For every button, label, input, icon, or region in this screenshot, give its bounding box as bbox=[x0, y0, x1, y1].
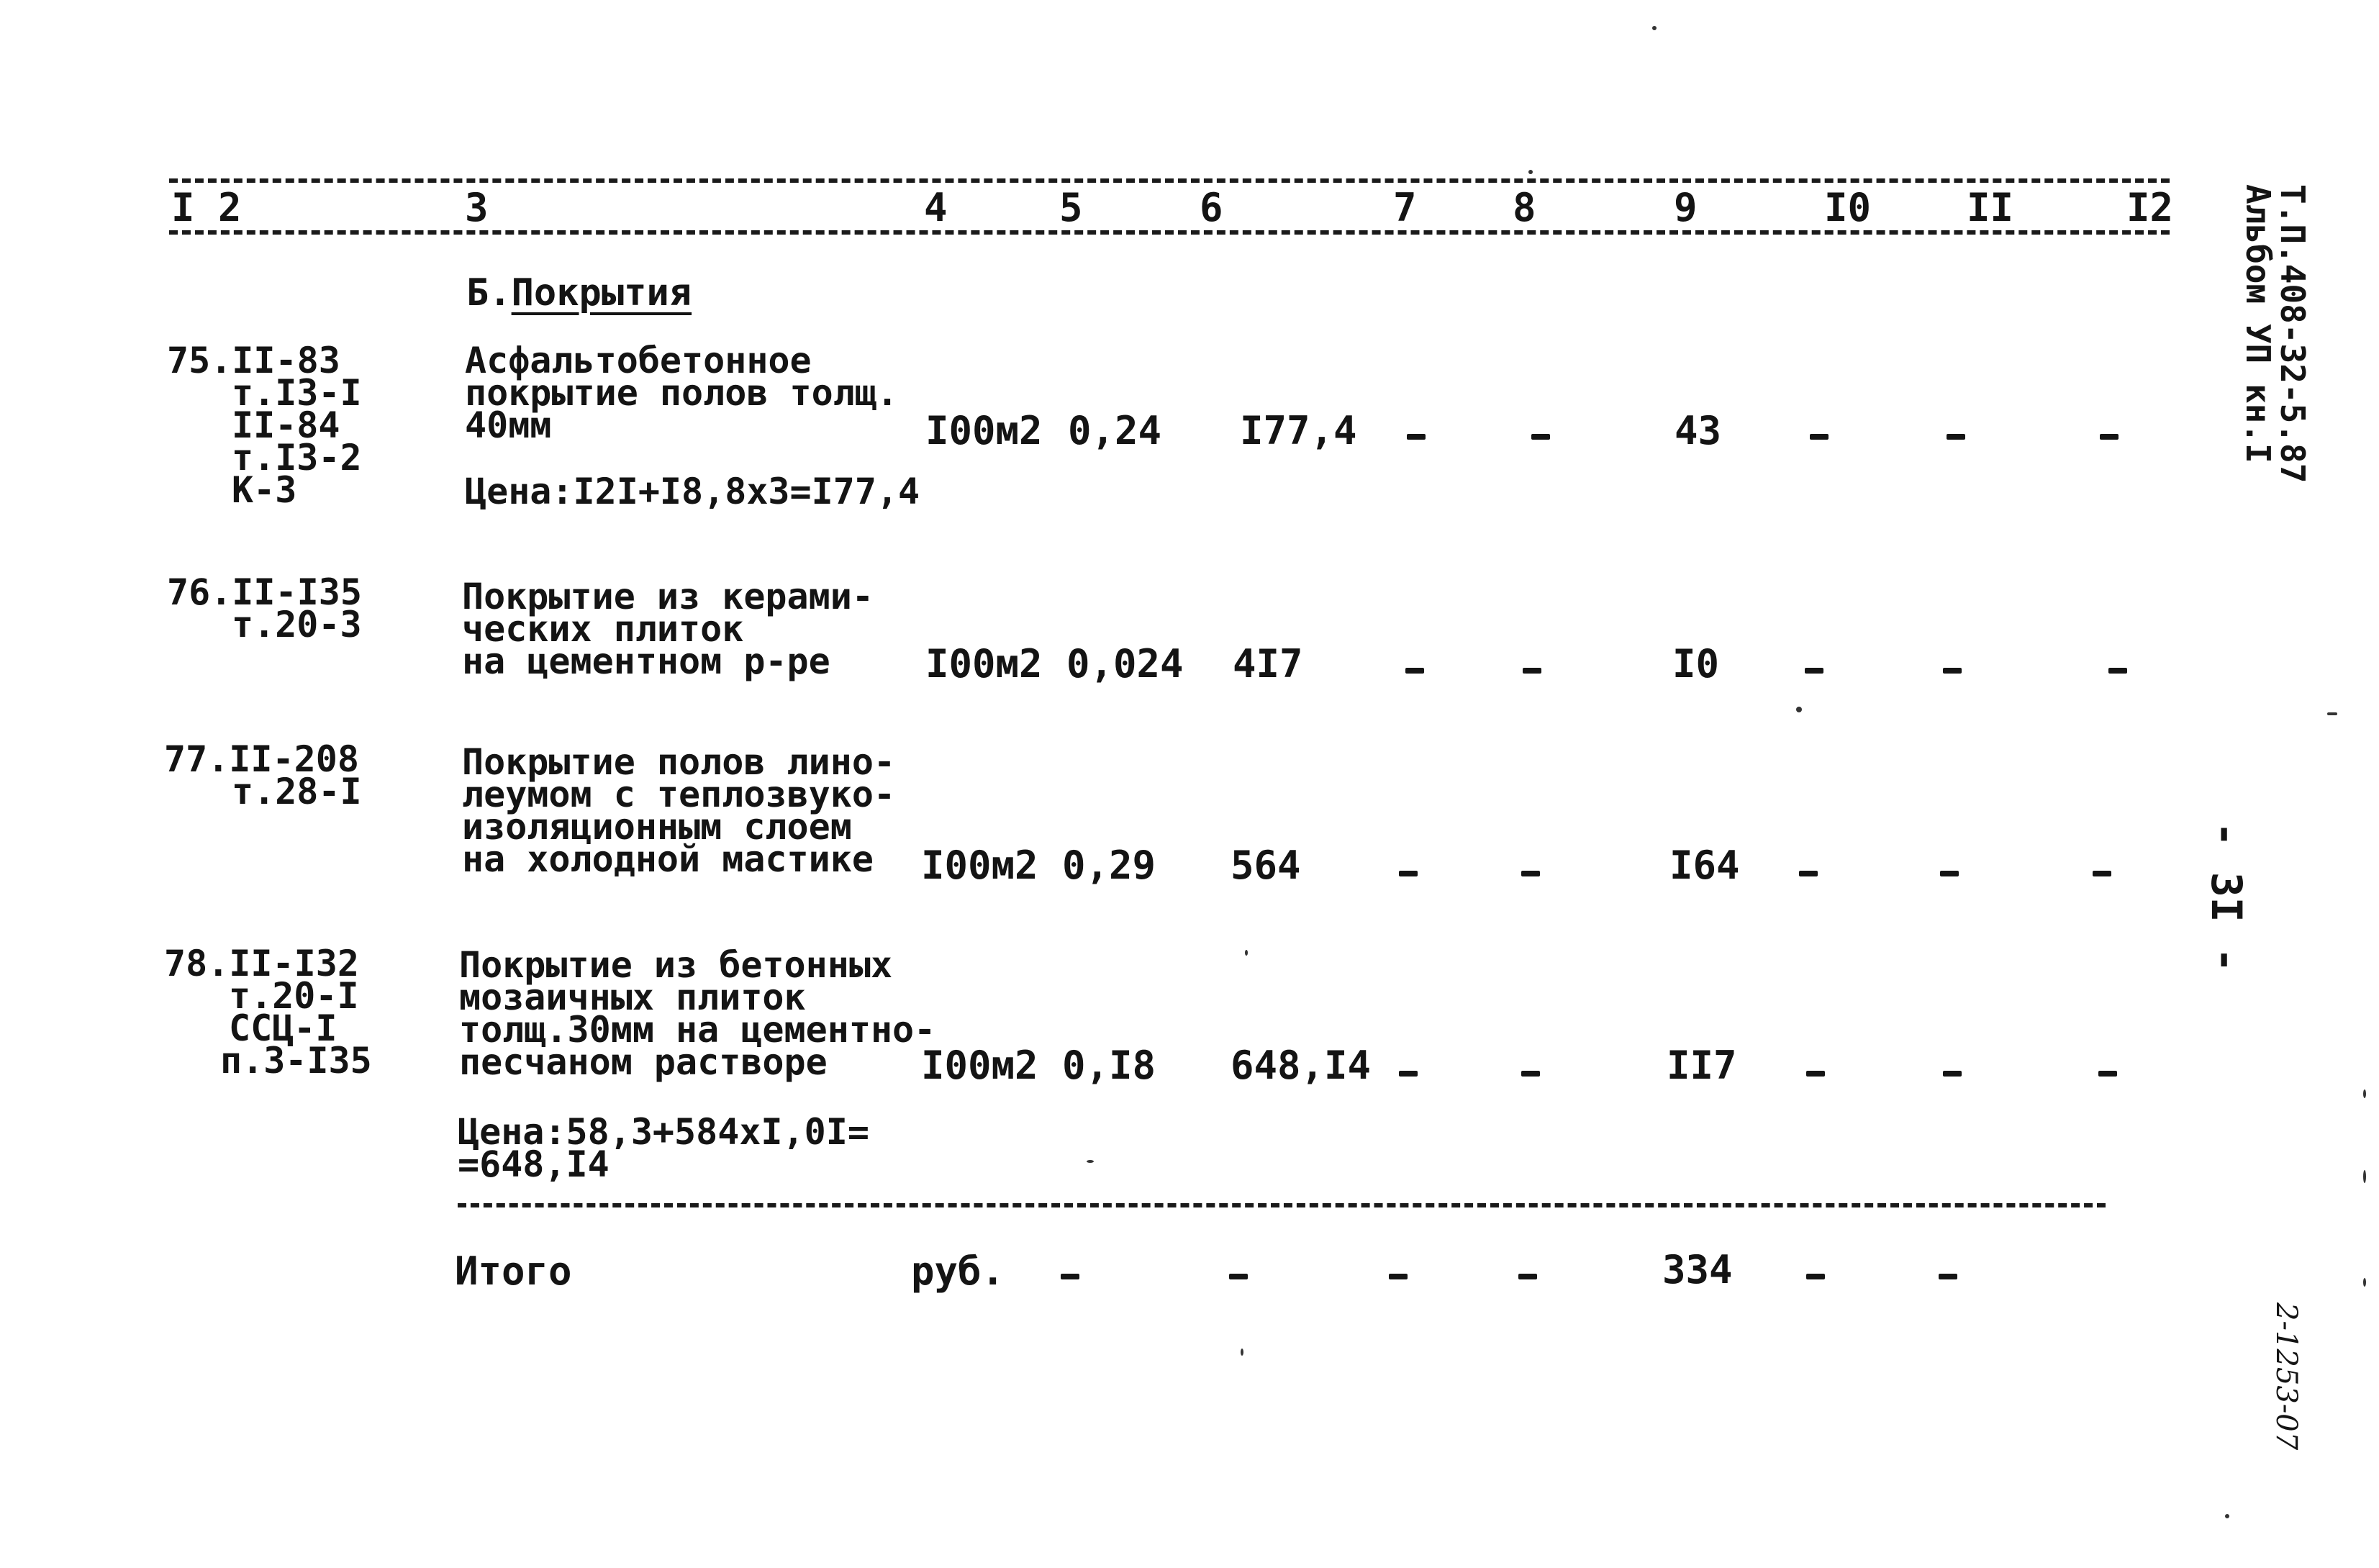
row-col9-value: II7 bbox=[1667, 1043, 1737, 1088]
row-code-line: т.20-I bbox=[229, 975, 359, 1017]
row-col9-value: I64 bbox=[1669, 843, 1740, 888]
page-number: - 3I - bbox=[2202, 822, 2251, 973]
total-col11-dash bbox=[1939, 1274, 1957, 1279]
row-col10-dash bbox=[1805, 668, 1823, 674]
row-description-line: на холодной мастике bbox=[462, 838, 874, 880]
scan-speck bbox=[2327, 712, 2337, 715]
row-col8-dash bbox=[1521, 871, 1540, 876]
scan-speck bbox=[1087, 1160, 1094, 1163]
row-col8-dash bbox=[1523, 668, 1541, 674]
row-col11-dash bbox=[1947, 434, 1965, 440]
scan-speck bbox=[2363, 1170, 2366, 1183]
row-price-note: =648,I4 bbox=[458, 1143, 610, 1185]
section-title-prefix: Б. bbox=[466, 271, 512, 314]
row-description-line: Покрытие из бетонных bbox=[459, 944, 893, 986]
row-description-line: Асфальтобетонное bbox=[465, 340, 812, 381]
row-unit-cost: 648,I4 bbox=[1231, 1043, 1372, 1088]
scan-speck bbox=[1241, 1349, 1243, 1356]
row-price-note: Цена:58,3+584хI,0I= bbox=[458, 1111, 869, 1153]
row-description-line: песчаном растворе bbox=[459, 1041, 828, 1083]
total-label: Итого bbox=[455, 1248, 572, 1294]
row-unit: I00м2 bbox=[921, 1043, 1038, 1088]
total-col10-dash bbox=[1806, 1274, 1825, 1279]
column-header-10: I0 bbox=[1824, 185, 1872, 230]
row-unit-cost: I77,4 bbox=[1240, 408, 1357, 453]
row-unit: I00м2 bbox=[925, 641, 1043, 686]
row-description-line: мозаичных плиток bbox=[459, 976, 806, 1018]
row-code-line: II-84 bbox=[232, 404, 340, 446]
column-header-7: 7 bbox=[1393, 185, 1417, 230]
row-code-line: 75.II-83 bbox=[167, 340, 340, 381]
row-description-line: Покрытие из керами- bbox=[462, 576, 874, 617]
scan-speck bbox=[1245, 950, 1248, 956]
column-header-8: 8 bbox=[1513, 185, 1536, 230]
row-col12-dash bbox=[2100, 434, 2119, 440]
row-code-line: 77.II-208 bbox=[164, 738, 359, 780]
row-col11-dash bbox=[1943, 1071, 1962, 1077]
row-code-line: т.28-I bbox=[232, 771, 362, 812]
row-code-line: т.I3-2 bbox=[232, 437, 362, 479]
section-title bbox=[466, 271, 692, 314]
row-unit-cost: 564 bbox=[1231, 843, 1301, 888]
row-col9-value: 43 bbox=[1675, 408, 1722, 453]
row-description-line: леумом с теплозвуко- bbox=[462, 774, 896, 815]
total-col6-dash bbox=[1229, 1274, 1248, 1279]
side-stamp-line2: Альбом УП кн.I bbox=[2239, 184, 2278, 463]
row-col7-dash bbox=[1407, 434, 1426, 440]
total-col9-value: 334 bbox=[1662, 1247, 1733, 1292]
row-col8-dash bbox=[1531, 434, 1550, 440]
row-quantity: 0,024 bbox=[1066, 641, 1184, 686]
row-col7-dash bbox=[1399, 1071, 1418, 1077]
column-header-4: 4 bbox=[924, 185, 948, 230]
row-col9-value: I0 bbox=[1672, 641, 1720, 686]
row-col7-dash bbox=[1399, 871, 1418, 876]
row-code-line: т.20-3 bbox=[232, 604, 362, 645]
scan-speck bbox=[1652, 26, 1657, 30]
row-col11-dash bbox=[1943, 668, 1962, 674]
row-unit-cost: 4I7 bbox=[1233, 641, 1303, 686]
section-title-word: Покрытия bbox=[511, 271, 692, 314]
row-col10-dash bbox=[1810, 434, 1829, 440]
scan-speck bbox=[2363, 1278, 2366, 1287]
row-code-line: ССЦ-I bbox=[229, 1007, 337, 1049]
column-header-6: 6 bbox=[1200, 185, 1223, 230]
row-code-line: 78.II-I32 bbox=[164, 943, 359, 984]
row-col7-dash bbox=[1405, 668, 1424, 674]
row-description-line: ческих плиток bbox=[462, 608, 744, 650]
scan-speck bbox=[2363, 1089, 2366, 1098]
total-col5-dash bbox=[1061, 1274, 1079, 1279]
row-col12-dash bbox=[2108, 668, 2127, 674]
row-col10-dash bbox=[1806, 1071, 1825, 1077]
row-quantity: 0,I8 bbox=[1062, 1043, 1156, 1088]
row-code-line: п.3-I35 bbox=[220, 1040, 372, 1082]
row-unit: I00м2 bbox=[925, 408, 1043, 453]
row-col8-dash bbox=[1521, 1071, 1540, 1077]
side-stamp-line1: Т.П.408-32-5.87 bbox=[2273, 184, 2312, 484]
side-stamp bbox=[2241, 184, 2310, 483]
row-description-line: на цементном р-ре bbox=[462, 640, 830, 682]
row-description-line: покрытие полов толщ. bbox=[465, 372, 899, 414]
row-col10-dash bbox=[1799, 871, 1818, 876]
row-quantity: 0,24 bbox=[1068, 408, 1162, 453]
column-header-9: 9 bbox=[1674, 185, 1698, 230]
row-quantity: 0,29 bbox=[1062, 843, 1156, 888]
column-header-11: II bbox=[1967, 185, 2014, 230]
scan-speck bbox=[2225, 1514, 2229, 1518]
row-description-line: Покрытие полов лино- bbox=[462, 741, 896, 783]
row-code-line: т.I3-I bbox=[232, 372, 362, 414]
row-price-note: Цена:I2I+I8,8х3=I77,4 bbox=[465, 471, 920, 512]
column-header-1-2: I 2 bbox=[171, 185, 242, 230]
row-col11-dash bbox=[1940, 871, 1959, 876]
row-code-line: 76.II-I35 bbox=[167, 571, 362, 613]
inventory-code: 2-1253-07 bbox=[2270, 1302, 2303, 1451]
row-col12-dash bbox=[2093, 871, 2111, 876]
column-header-3: 3 bbox=[465, 185, 489, 230]
header-top-rule bbox=[169, 178, 2170, 183]
row-description-line: изоляционным слоем bbox=[462, 806, 852, 848]
column-header-5: 5 bbox=[1059, 185, 1083, 230]
total-unit: руб. bbox=[911, 1248, 1005, 1294]
column-header-12: I2 bbox=[2126, 185, 2174, 230]
row-col12-dash bbox=[2098, 1071, 2117, 1077]
row-unit: I00м2 bbox=[921, 843, 1038, 888]
total-col8-dash bbox=[1518, 1274, 1537, 1279]
scan-speck bbox=[1796, 707, 1802, 712]
row-description-line: толщ.30мм на цементно- bbox=[459, 1009, 936, 1051]
row-description-line: 40мм bbox=[465, 404, 552, 446]
total-rule bbox=[458, 1203, 2106, 1207]
row-code-line: К-3 bbox=[232, 469, 297, 511]
scan-speck bbox=[1528, 170, 1533, 174]
total-col7-dash bbox=[1389, 1274, 1408, 1279]
header-underline-rule bbox=[169, 230, 2170, 235]
